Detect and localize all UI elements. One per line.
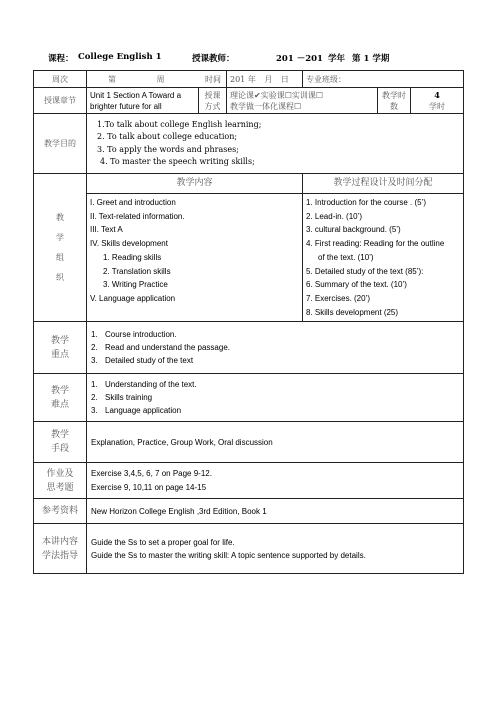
homework-label	[34, 463, 87, 499]
guidance-value	[87, 524, 464, 574]
guidance-label	[34, 524, 87, 574]
references-value: New Horizon College English ,3rd Edition, Book 1	[87, 499, 464, 524]
organization-body-row	[34, 194, 464, 322]
methods-value: Explanation, Practice, Group Work, Oral discussion	[87, 422, 464, 463]
lesson-plan-table	[33, 70, 464, 574]
term: 第 1 学期	[352, 54, 390, 64]
organization-label-char: 织	[56, 272, 64, 282]
content-item: III. Text A	[90, 225, 123, 235]
date-year: 201 年	[230, 74, 256, 84]
content-item: 1. Reading skills	[103, 252, 162, 262]
key-points-row	[34, 322, 464, 374]
difficulty-item: 3. Language application	[91, 406, 182, 415]
methods-label-line: 教学	[50, 430, 69, 440]
chapter-value: Unit 1 Section A Toward a brighter future for all	[87, 88, 199, 114]
process-item: 3. cultural background. (5’)	[306, 225, 401, 235]
content-header: 教学内容	[87, 174, 303, 194]
academic-year-unit: 学年	[328, 54, 346, 64]
objectives-list	[87, 114, 464, 174]
difficulties-label	[34, 374, 87, 422]
key-point-item: 1. Course introduction.	[91, 330, 177, 339]
time-label: 时间	[205, 74, 221, 84]
guidance-line: Guide the Ss to set a proper goal for life.	[91, 537, 235, 547]
content-item: 2. Translation skills	[103, 266, 171, 276]
hours-unit: 学时	[429, 101, 446, 111]
objective-item: 3. To apply the words and phrases;	[97, 144, 239, 154]
key-points-label	[34, 322, 87, 374]
process-header: 教学过程设计及时间分配	[303, 174, 464, 194]
guidance-label-line: 本讲内容	[41, 536, 78, 547]
academic-year: 201 －201	[276, 54, 323, 64]
process-item: 6. Summary of the text. (10’)	[306, 280, 407, 290]
homework-line: Exercise 9, 10,11 on page 14-15	[91, 482, 207, 492]
objectives-label: 教学目的	[34, 114, 87, 174]
objectives-row	[34, 114, 464, 174]
guidance-row	[34, 524, 464, 574]
homework-row	[34, 463, 464, 499]
week-row	[34, 71, 464, 88]
page-header	[34, 50, 462, 66]
content-item: I. Greet and introduction	[90, 198, 176, 207]
methods-row	[34, 422, 464, 463]
process-item: 2. Lead-in. (10’)	[306, 211, 363, 221]
content-list	[87, 194, 303, 322]
process-item: 5. Detailed study of the text (85’):	[306, 266, 424, 276]
content-item: 3. Writing Practice	[103, 280, 168, 290]
objective-item: 4. To master the speech writing skills;	[100, 157, 255, 166]
hours-label: 教学时数	[378, 88, 411, 114]
objective-item: 2. To talk about college education;	[97, 132, 238, 141]
content-item: IV. Skills development	[90, 239, 168, 249]
key-points-label-line: 教学	[50, 335, 69, 346]
process-item: 1. Introduction for the course . (5’)	[306, 198, 427, 207]
homework-line: Exercise 3,4,5, 6, 7 on Page 9-12.	[91, 468, 212, 478]
week-cell	[87, 71, 227, 88]
class-label: 专业班级：	[306, 74, 346, 84]
process-list	[303, 194, 464, 322]
hours-cell	[411, 88, 464, 114]
difficulties-label-line: 教学	[50, 385, 69, 396]
homework-label-line: 思考题	[46, 482, 74, 493]
date-cell	[227, 71, 303, 88]
organization-label-char: 组	[56, 252, 64, 262]
key-point-item: 3. Detailed study of the text	[91, 356, 194, 365]
organization-header-row	[34, 174, 464, 194]
process-item: 7. Exercises. (20’)	[306, 293, 371, 303]
organization-label	[34, 174, 87, 322]
mode-label: 授课方式	[199, 88, 227, 114]
hours-value: 4	[434, 89, 440, 100]
difficulties-label-line: 难点	[50, 399, 69, 410]
difficulty-item: 1. Understanding of the text.	[91, 380, 197, 389]
homework-label-line: 作业及	[46, 468, 74, 479]
date-month: 月	[264, 74, 273, 84]
references-label: 参考资料	[34, 499, 87, 524]
references-row	[34, 499, 464, 524]
key-points-list	[87, 322, 464, 374]
mode-line-2: 教学做一体化课程☐	[230, 101, 302, 111]
objective-item: 1.To talk about college English learning;	[97, 119, 262, 129]
chapter-label: 授课章节	[34, 88, 87, 114]
homework-value	[87, 463, 464, 499]
course-label: 课程：	[48, 54, 74, 64]
difficulties-list	[87, 374, 464, 422]
week-unit: 周	[156, 74, 165, 84]
process-item: 4. First reading: Reading for the outline	[306, 239, 445, 249]
week-label: 周次	[34, 71, 87, 88]
key-point-item: 2. Read and understand the passage.	[91, 343, 230, 352]
chapter-row	[34, 88, 464, 114]
mode-line-1: 理论课✔实验课☐实训课☐	[230, 90, 324, 100]
teacher-label: 授课教师：	[192, 54, 235, 64]
methods-label-line: 手段	[50, 444, 69, 454]
guidance-label-line: 学法指导	[41, 550, 78, 561]
date-day: 日	[280, 74, 289, 84]
week-num-label: 第	[108, 74, 116, 84]
organization-label-char: 教	[56, 212, 64, 222]
mode-options	[227, 88, 378, 114]
class-cell	[303, 71, 464, 88]
content-item: V. Language application	[90, 293, 176, 303]
organization-label-char: 学	[56, 232, 64, 242]
course-value: College English 1	[78, 52, 162, 62]
methods-label	[34, 422, 87, 463]
key-points-label-line: 重点	[50, 349, 69, 360]
process-item: 8. Skills development (25)	[306, 307, 399, 317]
guidance-line: Guide the Ss to master the writing skill: A topic sentence supported by details.	[91, 550, 366, 560]
difficulty-item: 2. Skills training	[91, 393, 153, 402]
difficulties-row	[34, 374, 464, 422]
process-item: of the text. (10’)	[318, 252, 374, 262]
content-item: II. Text-related information.	[90, 211, 185, 221]
